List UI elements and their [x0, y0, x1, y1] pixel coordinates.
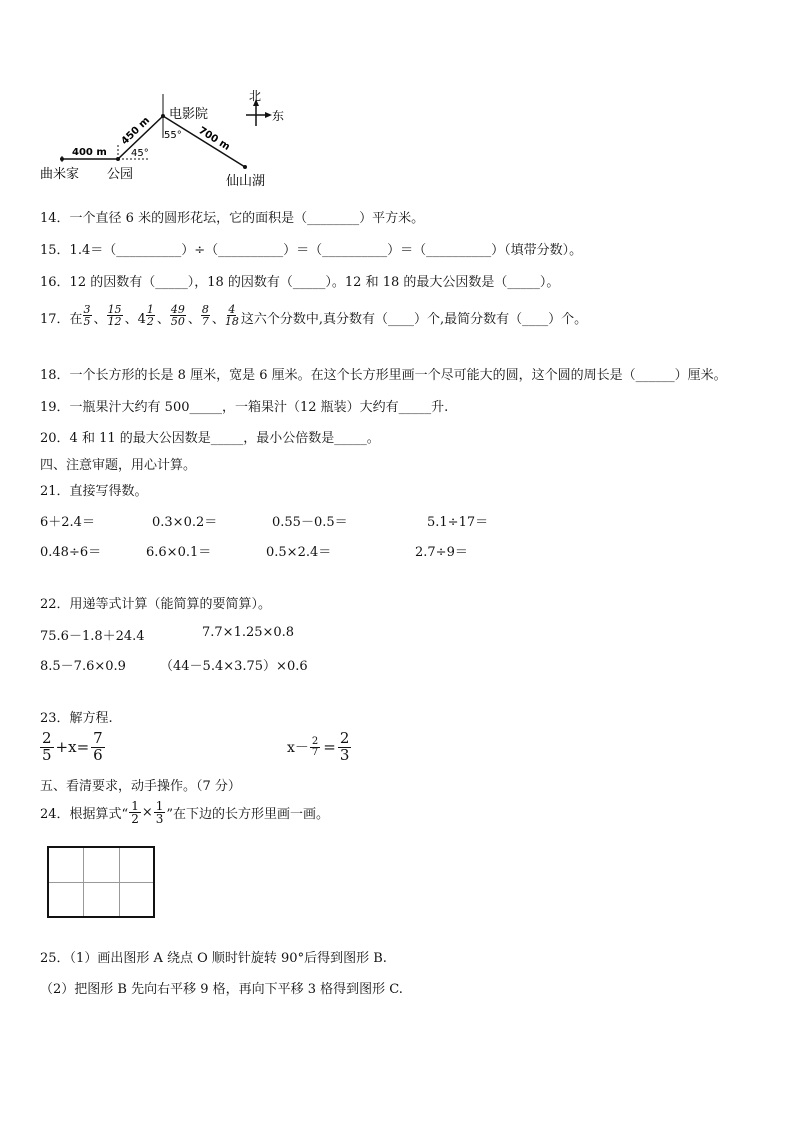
- eq1-fraction-right: $\frac{7}{6}$: [93, 729, 103, 764]
- q22-item-4: （44－5.4×3.75）×0.6: [160, 659, 308, 674]
- q17-separator: 、: [93, 312, 107, 327]
- lake-label: 仙山湖: [226, 174, 266, 189]
- home-label: 曲米家: [40, 167, 80, 182]
- route-map-svg: [0, 0, 794, 200]
- q21-item-1: 6＋2.4＝: [40, 515, 95, 530]
- park-label: 公园: [107, 167, 134, 182]
- section-5-heading: 五、看清要求，动手操作。（7 分）: [40, 779, 241, 794]
- q22-item-1: 75.6－1.8＋24.4: [40, 629, 145, 644]
- question-17: [40, 304, 587, 327]
- east-label: 东: [272, 109, 285, 123]
- q17-fraction-value: 4 18: [224, 303, 239, 328]
- park-point: [116, 157, 120, 161]
- eq1-fraction-left: 2 5: [42, 729, 52, 764]
- question-25-part-2: （2）把图形 B 先向右平移 9 格，再向下平移 3 格得到图形 C.: [40, 982, 403, 997]
- q17-fraction-value: 15 12: [107, 303, 122, 328]
- cinema-lake-line: [163, 116, 245, 167]
- q24-fraction-1: $\frac{1}{2}$: [131, 799, 139, 826]
- q17-fraction-3: [138, 304, 170, 327]
- question-16: 16．12 的因数有（_____），18 的因数有（_____）。12 和 18 的最大公因数是（_____）。: [40, 275, 560, 290]
- q17-fraction-value: 49 50: [170, 303, 185, 328]
- q17-suffix: 这六个分数中,真分数有（____）个,最简分数有（____）个。: [240, 312, 588, 327]
- question-20: 20．4 和 11 的最大公因数是_____，最小公倍数是_____。: [40, 431, 380, 446]
- distance-700: 700 m: [196, 125, 232, 153]
- eq2-equals: =: [323, 738, 336, 757]
- q17-fraction-6: [225, 304, 241, 327]
- question-23: 23．解方程.: [40, 711, 113, 726]
- question-25-part-1: 25．（1）画出图形 A 绕点 O 顺时针旋转 90°后得到图形 B.: [40, 951, 387, 966]
- eq2-lead: x－: [287, 740, 309, 757]
- q17-fraction-4: [170, 304, 201, 327]
- eq1-middle: +x=: [55, 738, 90, 757]
- q21-item-8: 2.7÷9＝: [415, 545, 468, 560]
- distance-400: 400 m: [72, 147, 107, 158]
- q21-item-7: 0.5×2.4＝: [266, 545, 332, 560]
- north-label: 北: [249, 89, 262, 103]
- q21-item-2: 0.3×0.2＝: [152, 515, 218, 530]
- question-15: 15．1.4＝（__________）÷（__________）＝（__________）＝（__________）（填带分数）。: [40, 243, 583, 258]
- q24-fraction-2: $\frac{1}{3}$: [155, 799, 164, 826]
- q17-separator: 、: [187, 312, 201, 327]
- q17-separator: 、: [211, 312, 225, 327]
- compass-east-arrow: [265, 112, 272, 118]
- q21-item-6: 6.6×0.1＝: [146, 545, 212, 560]
- q17-prefix: 17．在: [40, 312, 83, 327]
- angle-55: 55°: [164, 130, 182, 141]
- q24-suffix: ”在下边的长方形里画一画。: [166, 807, 330, 822]
- q24-times: ×: [141, 805, 153, 820]
- q17-separator: 、: [124, 312, 138, 327]
- question-14: 14．一个直径 6 米的圆形花坛，它的面积是（________）平方米。: [40, 211, 425, 226]
- q17-separator: 、: [156, 312, 170, 327]
- question-22: 22．用递等式计算（能简算的要简算）。: [40, 597, 272, 612]
- home-point: [60, 157, 64, 161]
- lake-point: [243, 165, 247, 169]
- angle-45: 45°: [131, 148, 149, 159]
- drawing-rectangle[interactable]: [47, 846, 155, 918]
- question-18: 18．一个长方形的长是 8 厘米，宽是 6 厘米。在这个长方形里画一个尽可能大的圆，这个圆的周长是（______）厘米。: [40, 368, 727, 383]
- equation-1: [40, 731, 105, 764]
- q21-item-4: 5.1÷17＝: [427, 515, 489, 530]
- q22-item-2: 7.7×1.25×0.8: [202, 625, 295, 640]
- section-4-heading: 四、注意审题，用心计算。: [40, 458, 197, 473]
- q17-whole-part: 4: [137, 312, 146, 327]
- q22-item-3: 8.5－7.6×0.9: [40, 659, 126, 674]
- distance-450: 450 m: [119, 115, 153, 148]
- q21-item-3: 0.55－0.5＝: [272, 515, 348, 530]
- q24-prefix: 24．根据算式“: [40, 807, 129, 822]
- q17-fraction-list: [83, 304, 241, 327]
- q17-fraction-value: 3 5: [83, 303, 91, 328]
- grid-horizontal-line: [49, 882, 153, 883]
- q17-fraction-5: [201, 304, 225, 327]
- question-24: [40, 800, 329, 825]
- cinema-label: 电影院: [169, 107, 209, 122]
- q17-fraction-value: 8 7: [201, 303, 209, 328]
- q21-item-5: 0.48÷6＝: [40, 545, 102, 560]
- question-19: 19．一瓶果汁大约有 500_____，一箱果汁（12 瓶装）大约有_____升.: [40, 400, 449, 415]
- q17-fraction-1: [83, 304, 107, 327]
- question-21: 21．直接写得数。: [40, 484, 148, 499]
- q17-fraction-value: 1 2: [146, 303, 154, 328]
- equation-2: [287, 731, 351, 764]
- eq2-fraction-right: $\frac{2}{3}$: [339, 729, 350, 764]
- q17-fraction-2: [107, 304, 138, 327]
- eq2-fraction-left: $\frac{2}{7}$: [311, 735, 319, 758]
- cinema-point: [161, 114, 165, 118]
